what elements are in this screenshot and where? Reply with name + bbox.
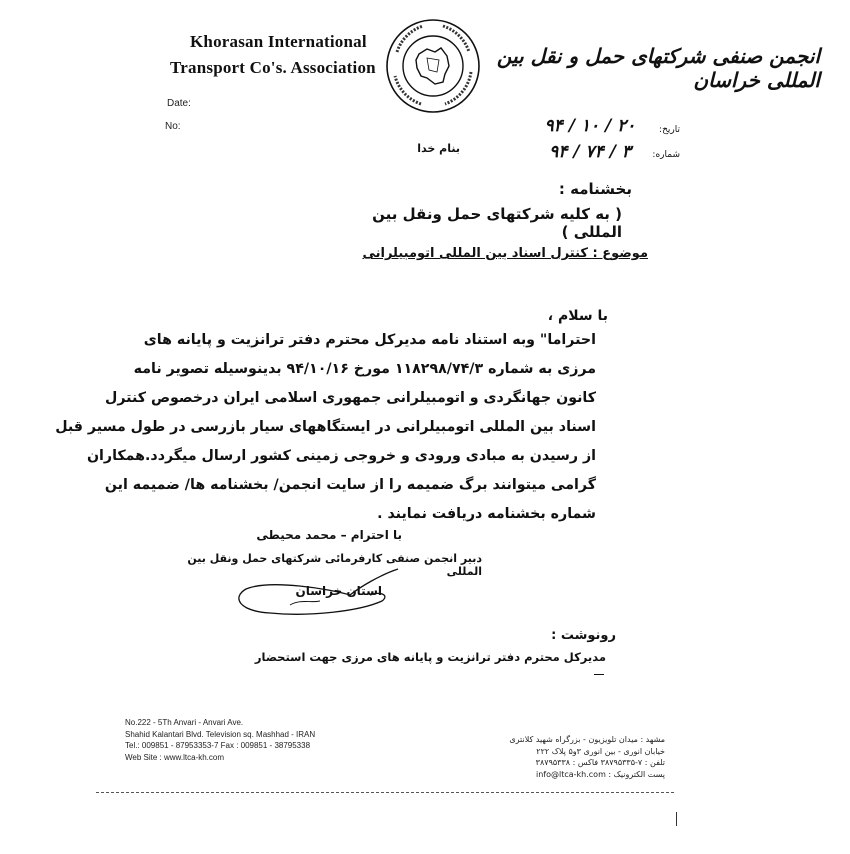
- footer-address-fa: [455, 734, 665, 780]
- footer-en-line: Tel.: 009851 - 87953353-7 Fax : 009851 - 38795338: [125, 741, 311, 750]
- body-line: مرزی به شماره ۱۱۸۲۹۸/۷۴/۳ مورخ ۹۴/۱۰/۱۶ بدینوسیله تصویر نامه: [133, 361, 596, 377]
- recipient-line: ( به کلیه شرکتهای حمل ونقل بین المللی ): [372, 205, 622, 241]
- association-seal-logo: [383, 16, 483, 116]
- letter-type: بخشنامه :: [558, 180, 632, 198]
- body-line: احتراما" وبه استناد نامه مدیرکل محترم دفتر ترانزیت و پایانه های: [143, 332, 596, 348]
- no-label-en: No:: [165, 121, 181, 132]
- date-label-fa: تاریخ:: [659, 125, 680, 135]
- closing: با احترام – محمد محیطی: [256, 528, 402, 542]
- footer-fa-line: پست الکترونیک : info@ltca-kh.com: [535, 769, 665, 779]
- edge-mark: [676, 812, 677, 826]
- body-line: از رسیدن به مبادی ورودی و خروجی زمینی کشور ارسال میگردد.همکاران: [86, 448, 596, 464]
- number-label-fa: شماره:: [652, 150, 680, 160]
- letter-body: [55, 332, 596, 535]
- body-line: گرامی میتوانند برگ ضمیمه را از سایت انجمن/ بخشنامه ها/ ضمیمه این: [104, 477, 596, 493]
- body-line: شماره بخشنامه دریافت نمایند .: [377, 506, 596, 522]
- org-name-en-line2: Transport Co's. Association: [170, 58, 376, 77]
- cc-dash: [594, 674, 604, 675]
- date-value: ۹۴ / ۱۰ / ۲۰: [544, 116, 636, 136]
- cc-item: مدیرکل محترم دفتر ترانزیت و پایانه های مرزی جهت استحضار: [254, 650, 606, 664]
- org-name-en-line1: Khorasan International: [190, 32, 367, 51]
- greeting: با سلام ،: [547, 308, 608, 324]
- number-value: ۹۴ / ۷۴ / ۳: [549, 142, 631, 162]
- body-line: اسناد بین المللی اتومبیلرانی در ایستگاههای سیار بازرسی در طول مسیر قبل: [55, 419, 596, 435]
- subject-line: موضوع : کنترل اسناد بین المللی اتومبیلرانی: [362, 246, 648, 261]
- date-label-en: Date:: [167, 98, 191, 109]
- body-line: کانون جهانگردی و اتومبیلرانی جمهوری اسلامی ایران درخصوص کنترل: [105, 390, 596, 406]
- footer-en-line: Web Site : www.ltca-kh.com: [125, 752, 224, 762]
- footer-address-en: [125, 717, 375, 763]
- cc-label: رونوشت :: [551, 628, 616, 643]
- signer-region: استان خراسان: [295, 584, 382, 598]
- org-name-fa: انجمن صنفی شرکتهای حمل و نقل بین المللی خراسان: [496, 44, 820, 92]
- footer-fa-line: خیابان انوری - بین انوری ۳و۵ پلاک ۲۲۲: [536, 746, 665, 756]
- footer-divider: [96, 792, 674, 793]
- footer-fa-line: مشهد : میدان تلویزیون - بزرگراه شهید کلانتری: [509, 735, 665, 744]
- footer-en-line: No.222 - 5Th Anvari - Anvari Ave.: [125, 718, 244, 727]
- footer-en-line: Shahid Kalantari Blvd. Television sq. Mashhad - IRAN: [125, 729, 316, 739]
- footer-fa-line: تلفن : ۷-۳۸۷۹۵۳۳۵ فاکس : ۳۸۷۹۵۳۳۸: [535, 758, 665, 767]
- signer-title: دبیر انجمن صنفی کارفرمائی شرکتهای حمل ونقل بین المللی: [187, 552, 482, 578]
- bismillah: بنام خدا: [417, 142, 460, 155]
